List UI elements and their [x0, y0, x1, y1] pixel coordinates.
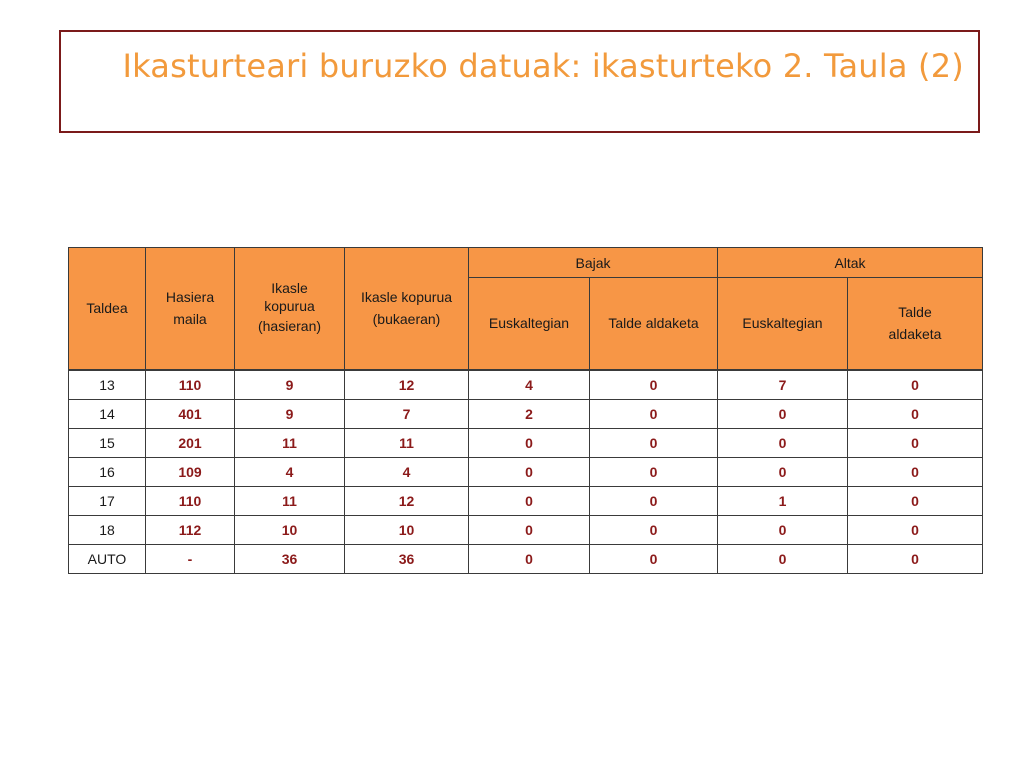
header-bajak — [469, 248, 718, 278]
table-row — [69, 428, 983, 457]
table-body — [69, 370, 983, 574]
cell-bajak-talde: 0 — [590, 399, 718, 428]
header-altak-talde-line1: Talde — [898, 304, 932, 321]
cell-ikasle-bukaeran: 11 — [345, 428, 469, 457]
header-hasiera-line1: Hasiera — [165, 289, 215, 306]
cell-taldea: 15 — [69, 428, 146, 457]
cell-ikasle-hasieran: 11 — [235, 486, 345, 515]
cell-ikasle-bukaeran: 12 — [345, 370, 469, 400]
header-hasiera — [146, 248, 235, 370]
cell-bajak-euskaltegian: 4 — [469, 370, 590, 400]
cell-ikasle-bukaeran: 12 — [345, 486, 469, 515]
cell-ikasle-hasieran: 9 — [235, 370, 345, 400]
cell-altak-talde: 0 — [848, 544, 983, 573]
cell-altak-talde: 0 — [848, 370, 983, 400]
cell-bajak-euskaltegian: 0 — [469, 428, 590, 457]
table-row — [69, 457, 983, 486]
header-altak-label: Altak — [834, 254, 866, 271]
cell-altak-talde: 0 — [848, 428, 983, 457]
cell-bajak-talde: 0 — [590, 457, 718, 486]
cell-hasiera: 110 — [146, 486, 235, 515]
cell-taldea: 14 — [69, 399, 146, 428]
cell-bajak-euskaltegian: 0 — [469, 544, 590, 573]
header-bajak-euskaltegian-label: Euskaltegian — [488, 315, 570, 332]
header-altak — [718, 248, 983, 278]
table-row — [69, 486, 983, 515]
cell-taldea: 13 — [69, 370, 146, 400]
table-row — [69, 544, 983, 573]
header-bajak-talde-aldaketa-label: Talde aldaketa — [608, 315, 699, 332]
cell-ikasle-hasieran: 10 — [235, 515, 345, 544]
header-altak-talde-line2: aldaketa — [888, 326, 942, 343]
cell-altak-euskaltegian: 0 — [718, 428, 848, 457]
cell-altak-talde: 0 — [848, 399, 983, 428]
cell-taldea: 16 — [69, 457, 146, 486]
cell-altak-euskaltegian: 0 — [718, 457, 848, 486]
cell-bajak-euskaltegian: 0 — [469, 486, 590, 515]
table-row — [69, 399, 983, 428]
cell-hasiera: 109 — [146, 457, 235, 486]
cell-ikasle-bukaeran: 36 — [345, 544, 469, 573]
data-table — [68, 247, 983, 574]
cell-altak-euskaltegian: 7 — [718, 370, 848, 400]
header-altak-euskaltegian-label: Euskaltegian — [742, 315, 823, 332]
cell-bajak-talde: 0 — [590, 428, 718, 457]
cell-bajak-euskaltegian: 2 — [469, 399, 590, 428]
cell-ikasle-bukaeran: 4 — [345, 457, 469, 486]
cell-ikasle-hasieran: 9 — [235, 399, 345, 428]
page-title: Ikasturteari buruzko datuak: ikasturteko 2. Taula (2) — [122, 47, 964, 85]
cell-altak-euskaltegian: 0 — [718, 399, 848, 428]
header-altak-euskaltegian — [718, 278, 848, 370]
cell-altak-euskaltegian: 1 — [718, 486, 848, 515]
cell-ikasle-bukaeran: 10 — [345, 515, 469, 544]
table-row — [69, 515, 983, 544]
cell-altak-talde: 0 — [848, 457, 983, 486]
header-ikasle-hasieran-line1: Ikasle — [271, 280, 308, 297]
header-hasiera-line2: maila — [173, 311, 207, 328]
cell-altak-talde: 0 — [848, 486, 983, 515]
header-ikasle-bukaeran — [345, 248, 469, 370]
header-ikasle-bukaeran-line1: Ikasle kopurua — [360, 289, 453, 306]
cell-ikasle-hasieran: 36 — [235, 544, 345, 573]
cell-taldea: AUTO — [69, 544, 146, 573]
header-taldea-label: Taldea — [86, 300, 128, 317]
header-taldea — [69, 248, 146, 370]
header-ikasle-hasieran — [235, 248, 345, 370]
cell-bajak-euskaltegian: 0 — [469, 457, 590, 486]
header-ikasle-hasieran-line3: (hasieran) — [257, 318, 322, 335]
cell-bajak-talde: 0 — [590, 515, 718, 544]
cell-bajak-talde: 0 — [590, 370, 718, 400]
cell-taldea: 17 — [69, 486, 146, 515]
header-ikasle-bukaeran-line2: (bukaeran) — [372, 311, 441, 328]
cell-hasiera: 112 — [146, 515, 235, 544]
cell-bajak-talde: 0 — [590, 544, 718, 573]
header-bajak-euskaltegian — [469, 278, 590, 370]
table-row — [69, 370, 983, 400]
header-altak-talde-aldaketa — [848, 278, 983, 370]
cell-taldea: 18 — [69, 515, 146, 544]
cell-bajak-talde: 0 — [590, 486, 718, 515]
cell-hasiera: 401 — [146, 399, 235, 428]
header-bajak-label: Bajak — [575, 254, 611, 271]
header-ikasle-hasieran-line2: kopurua — [264, 298, 315, 315]
cell-ikasle-hasieran: 11 — [235, 428, 345, 457]
cell-hasiera: - — [146, 544, 235, 573]
header-bajak-talde-aldaketa — [590, 278, 718, 370]
cell-altak-talde: 0 — [848, 515, 983, 544]
cell-ikasle-bukaeran: 7 — [345, 399, 469, 428]
cell-altak-euskaltegian: 0 — [718, 544, 848, 573]
cell-hasiera: 110 — [146, 370, 235, 400]
cell-bajak-euskaltegian: 0 — [469, 515, 590, 544]
cell-hasiera: 201 — [146, 428, 235, 457]
title-box — [59, 30, 980, 133]
cell-ikasle-hasieran: 4 — [235, 457, 345, 486]
cell-altak-euskaltegian: 0 — [718, 515, 848, 544]
